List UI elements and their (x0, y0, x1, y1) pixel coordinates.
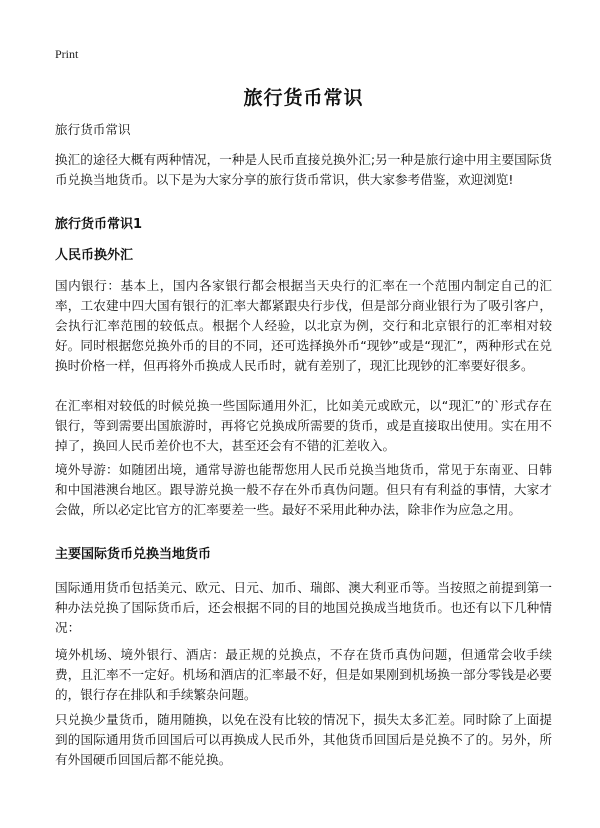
paragraph-intl-currencies: 国际通用货币包括美元、欧元、日元、加币、瑞郎、澳大利亚币等。当按照之前提到第一种办法兑换了国际货币后，还会根据不同的目的地国兑换成当地货币。也还有以下几种情况： (55, 580, 552, 635)
paragraph-domestic-banks: 国内银行：基本上，国内各家银行都会根据当天央行的汇率在一个范围内制定自己的汇率，工农建中四大国有银行的汇率大都紧跟央行步伐，但是部分商业银行为了吸引客户，会执行汇率范围的较低点。根据个人经验，以北京为例，交行和北京银行的汇率相对较好。同时根据您兑换外币的目的不同，还可选择换外币“现钞”或是“现汇”，两种形式在兑换时价格一样，但再将外币换成人民币时，就有差别了，现汇比现钞的汇率要好很多。 (55, 278, 552, 373)
page-title: 旅行货币常识 (243, 87, 364, 109)
paragraph-small-amounts: 只兑换少量货币，随用随换，以免在没有比较的情况下，损失太多汇差。同时除了上面提到的国际通用货币回国后可以再换成人民币外，其他货币回国后是兑换不了的。另外，所有外国硬币回国后都不能兑换。 (55, 712, 552, 767)
section1-heading: 旅行货币常识1 (55, 217, 143, 232)
section2-heading: 主要国际货币兑换当地货币 (55, 547, 212, 562)
print-link[interactable]: Print (55, 47, 79, 61)
paragraph-airports-banks: 境外机场、境外银行、酒店：最正规的兑换点，不存在货币真伪问题，但通常会收手续费，且汇率不一定好。机场和酒店的汇率最不好，但是如果刚到机场换一部分零钱是必要的，银行存在排队和手续繁杂问题。 (55, 647, 552, 702)
doc-subtitle: 旅行货币常识 (55, 122, 131, 137)
section1-subheading: 人民币换外汇 (55, 248, 134, 263)
paragraph-exchange-timing: 在汇率相对较低的时候兑换一些国际通用外汇，比如美元或欧元，以“现汇”的`形式存在银行，等到需要出国旅游时，再将它兑换成所需要的货币，或是直接取出使用。实在用不掉了，换回人民币差价也不大，甚至还会有不错的汇差收入。 (55, 398, 552, 453)
intro-paragraph: 换汇的途径大概有两种情况，一种是人民币直接兑换外汇;另一种是旅行途中用主要国际货币兑换当地货币。以下是为大家分享的旅行货币常识，供大家参考借鉴，欢迎浏览! (55, 152, 552, 187)
paragraph-tour-guides: 境外导游：如随团出境，通常导游也能帮您用人民币兑换当地货币，常见于东南亚、日韩和中国港澳台地区。跟导游兑换一般不存在外币真伪问题。但只有有利益的事情，大家才会做，所以必定比官方的汇率要差一些。最好不采用此种办法，除非作为应急之用。 (55, 462, 552, 517)
